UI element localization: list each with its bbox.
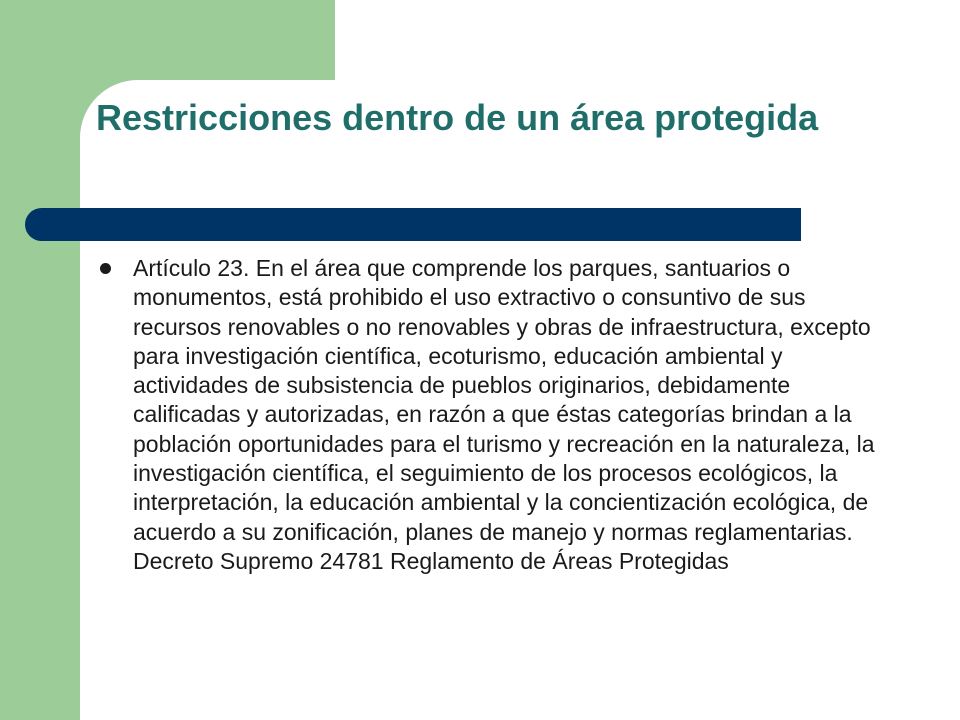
- bullet-list: [100, 254, 890, 576]
- slide-title: Restricciones dentro de un área protegida: [96, 97, 819, 138]
- title-divider-bar: [25, 208, 801, 241]
- bullet-item: [100, 254, 890, 576]
- bullet-text: Artículo 23. En el área que comprende los parques, santuarios o monumentos, está prohibido el uso extractivo o consuntivo de sus recursos renovables o no renovables y obras de infraestructura, excepto para investigación científica, ecoturismo, educación ambiental y actividades de subsistencia de pueblos originarios, debidamente calificadas y autorizadas, en razón a que éstas categorías brindan a la población oportunidades para el turismo y recreación en la naturaleza, la investigación científica, el seguimiento de los procesos ecológicos, la interpretación, la educación ambiental y la concientización ecológica, de acuerdo a su zonificación, planes de manejo y normas reglamentarias. Decreto Supremo 24781 Reglamento de Áreas Protegidas: [133, 255, 875, 574]
- bullet-dot-icon: [100, 263, 111, 274]
